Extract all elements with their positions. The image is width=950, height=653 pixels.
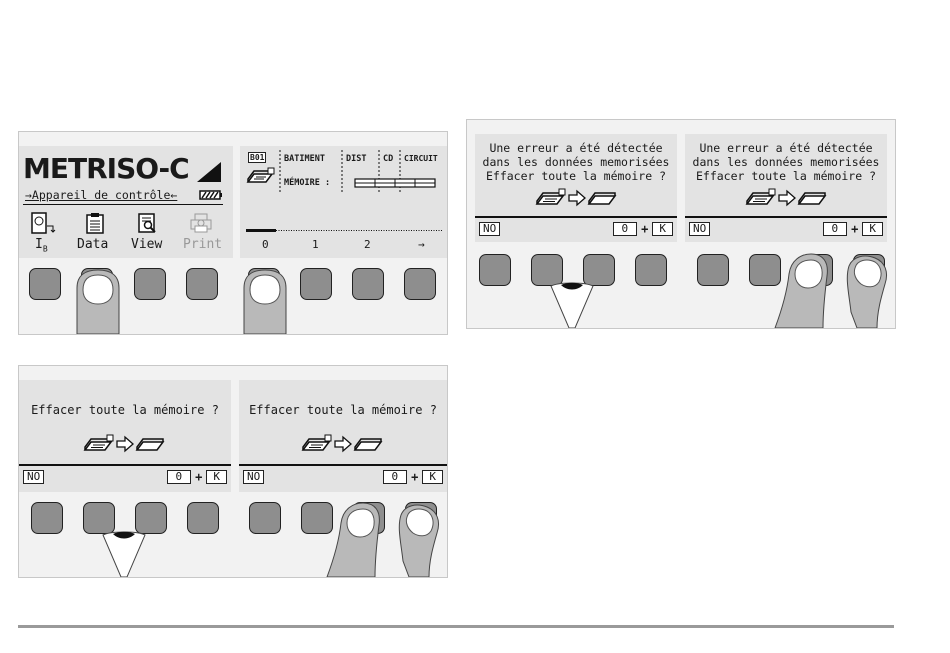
eye-view-icon — [97, 531, 151, 577]
memory-label: MÉMOIRE : — [284, 178, 331, 188]
lcd-error-right — [685, 134, 887, 242]
softkey-4[interactable] — [635, 254, 667, 286]
figure-start-screen — [18, 131, 448, 335]
view-magnifier-icon — [137, 212, 159, 234]
figure-clear-memory — [18, 365, 448, 578]
scale-tick-1: 1 — [312, 238, 319, 251]
softkey-1[interactable] — [31, 502, 63, 534]
two-fingers-press-icon — [325, 501, 443, 577]
softkey-1[interactable] — [479, 254, 511, 286]
header-circuit: CIRCUIT — [404, 154, 438, 163]
plus-sign: + — [851, 222, 859, 236]
plus-sign: + — [195, 470, 203, 484]
clear-memory-question: Effacer toute la mémoire ? — [31, 403, 219, 417]
k-key: K — [422, 470, 443, 484]
zero-key: 0 — [383, 470, 408, 484]
menu-label-view: View — [131, 237, 163, 252]
error-message-line-1: Une erreur a été détectée — [699, 141, 873, 155]
scale-line — [246, 226, 442, 234]
error-message-line-3: Effacer toute la mémoire ? — [485, 169, 666, 183]
softkey-6[interactable] — [300, 268, 332, 300]
zero-key: 0 — [613, 222, 638, 236]
menu-label-data: Data — [77, 237, 109, 252]
no-key: NO — [23, 470, 44, 484]
softkey-3[interactable] — [134, 268, 166, 300]
finger-press-icon-2 — [240, 268, 290, 334]
softkey-4[interactable] — [187, 502, 219, 534]
softkey-2[interactable] — [83, 502, 115, 534]
scale-tick-2: 2 — [364, 238, 371, 251]
softkey-4[interactable] — [186, 268, 218, 300]
scale-tick-0: 0 — [262, 238, 269, 251]
ib-meter-icon — [31, 212, 57, 234]
k-key: K — [206, 470, 227, 484]
zero-key: 0 — [167, 470, 192, 484]
memory-module-icon — [246, 166, 276, 184]
data-sheet-icon — [85, 212, 105, 234]
battery-icon — [199, 190, 223, 200]
clear-memory-question: Effacer toute la mémoire ? — [249, 403, 437, 417]
two-fingers-press-icon — [773, 252, 891, 328]
error-message-line-3: Effacer toute la mémoire ? — [695, 169, 876, 183]
memory-clear-icon — [83, 432, 165, 454]
no-key: NO — [243, 470, 264, 484]
record-id: B01 — [250, 153, 265, 162]
no-key: NO — [479, 222, 500, 236]
header-cd: CD — [383, 154, 394, 164]
zero-key: 0 — [823, 222, 848, 236]
device-subtitle: →Appareil de contrôle← — [25, 188, 178, 202]
lcd-clear-right — [239, 380, 447, 492]
print-icon — [189, 212, 213, 234]
softkey-7[interactable] — [352, 268, 384, 300]
menu-label-ib: $I_B$ — [35, 237, 48, 254]
error-message-line-2: dans les données memorisées — [482, 155, 670, 169]
softkey-1[interactable] — [29, 268, 61, 300]
brand-title: METRISO-C — [23, 152, 189, 185]
header-dist: DIST — [346, 154, 367, 164]
no-key: NO — [689, 222, 710, 236]
error-message-line-1: Une erreur a été détectée — [489, 141, 663, 155]
lcd-main-menu — [19, 146, 233, 258]
softkey-5[interactable] — [697, 254, 729, 286]
memory-clear-icon — [301, 432, 383, 454]
plus-sign: + — [411, 470, 419, 484]
page-divider — [18, 625, 894, 628]
eye-view-icon — [545, 282, 599, 328]
softkey-3[interactable] — [135, 502, 167, 534]
header-batiment: BATIMENT — [284, 154, 325, 164]
menu-label-print: Print — [183, 237, 223, 252]
memory-clear-icon — [745, 186, 827, 208]
finger-press-icon — [73, 268, 123, 334]
k-key: K — [862, 222, 883, 236]
memory-usage-bar — [354, 178, 436, 188]
softkey-5[interactable] — [249, 502, 281, 534]
softkey-8[interactable] — [404, 268, 436, 300]
error-message-line-2: dans les données memorisées — [692, 155, 880, 169]
scale-tick-arrow: → — [418, 238, 425, 251]
plus-sign: + — [641, 222, 649, 236]
memory-clear-icon — [535, 186, 617, 208]
lcd-memory-screen — [240, 146, 447, 258]
signal-strength-icon — [195, 160, 223, 184]
figure-memory-error — [466, 119, 896, 329]
lcd-clear-left — [19, 380, 231, 492]
lcd-error-left — [475, 134, 677, 242]
k-key: K — [652, 222, 673, 236]
